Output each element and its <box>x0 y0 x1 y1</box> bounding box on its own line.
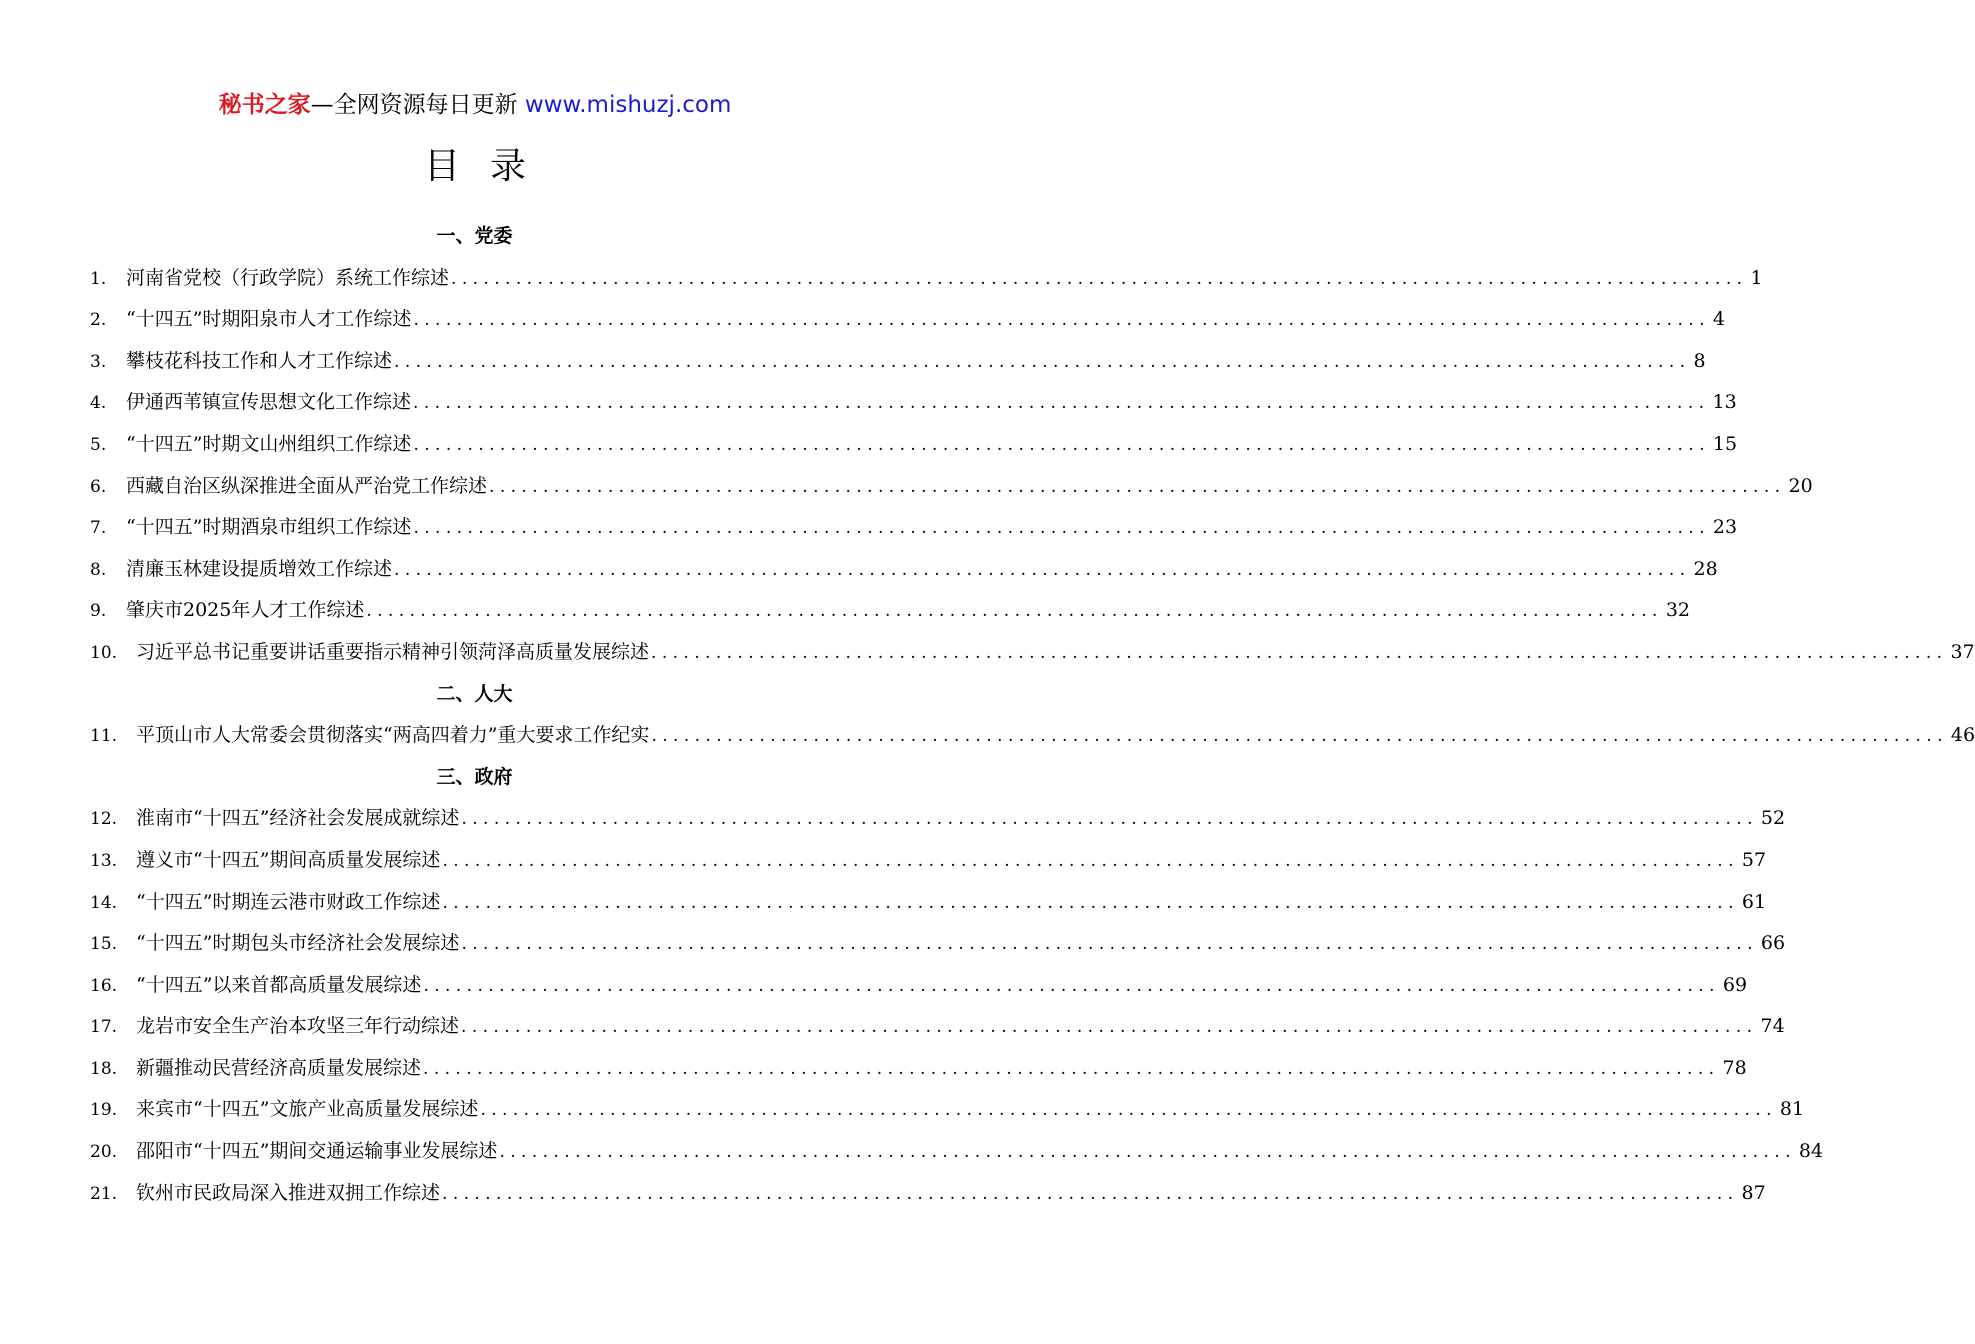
toc-entry-number: 19. <box>90 1100 118 1121</box>
dot-leader: ........................................................................................................................ <box>394 351 1691 372</box>
toc-entry-title: “十四五”时期阳泉市人才工作综述 <box>126 308 412 331</box>
toc-entry-page-number: 78 <box>1722 1056 1747 1079</box>
toc-entry-page-number: 57 <box>1741 848 1767 871</box>
toc-entry-title: 肇庆市2025年人才工作综述 <box>126 599 365 622</box>
toc-entry-title: “十四五”时期文山州组织工作综述 <box>126 432 412 455</box>
toc-entry-page-number: 74 <box>1760 1015 1785 1038</box>
toc-entry-number: 15. <box>90 934 118 955</box>
toc-entry-title: “十四五”时期包头市经济社会发展综述 <box>136 932 460 955</box>
dot-leader: ........................................................................................................................ <box>413 518 1710 539</box>
toc-entry-number: 10. <box>90 642 118 663</box>
toc-entry-number: 21. <box>90 1183 118 1204</box>
section-heading: 二、人大 <box>436 682 513 705</box>
toc-entry[interactable] <box>90 1173 1766 1215</box>
toc-entry-page-number: 37 <box>1950 640 1975 663</box>
site-banner <box>0 88 950 122</box>
toc-entry-number: 3. <box>90 351 107 372</box>
toc-entry[interactable] <box>90 715 1975 757</box>
toc-entry-page-number: 28 <box>1693 557 1718 580</box>
toc-entry-page-number: 20 <box>1788 474 1813 497</box>
dot-leader: ........................................................................................................................ <box>423 1058 1720 1079</box>
toc-entry[interactable] <box>90 1048 1747 1090</box>
toc-entry-number: 14. <box>90 892 118 913</box>
toc-entry-number: 18. <box>90 1058 118 1079</box>
toc-entry-number: 17. <box>90 1017 118 1038</box>
toc-entry-title: “十四五”以来首都高质量发展综述 <box>136 973 422 996</box>
page-title: 目录 <box>423 146 556 187</box>
toc-entry-title: 淮南市“十四五”经济社会发展成就综述 <box>136 807 460 830</box>
toc-entry-number: 7. <box>90 518 107 539</box>
toc-entry[interactable] <box>90 965 1748 1007</box>
section-heading: 三、政府 <box>436 765 513 788</box>
toc-entry-page-number: 81 <box>1779 1098 1805 1121</box>
toc-entry-number: 16. <box>90 975 118 996</box>
dot-leader: ........................................................................................................................ <box>461 809 1758 830</box>
dot-leader: ........................................................................................................................ <box>489 476 1786 497</box>
toc-entry-page-number: 52 <box>1760 807 1786 830</box>
toc-entry-page-number: 8 <box>1693 349 1706 372</box>
toc-entry-title: 龙岩市安全生产治本攻坚三年行动综述 <box>136 1015 460 1038</box>
toc-entry[interactable] <box>90 382 1737 424</box>
toc-entry[interactable] <box>90 923 1786 965</box>
toc-entry-number: 20. <box>90 1142 118 1163</box>
dot-leader: ........................................................................................................................ <box>442 1183 1739 1204</box>
dot-leader: ........................................................................................................................ <box>461 1017 1758 1038</box>
toc-entry-title: “十四五”时期酒泉市组织工作综述 <box>126 516 412 539</box>
toc-entry-page-number: 15 <box>1712 432 1738 455</box>
toc-entry-number: 9. <box>90 601 107 622</box>
dot-leader: ........................................................................................................................ <box>442 850 1739 871</box>
dot-leader: ........................................................................................................................ <box>499 1142 1796 1163</box>
toc-entry-title: 西藏自治区纵深推进全面从严治党工作综述 <box>126 474 488 497</box>
dot-leader: ........................................................................................................................ <box>442 892 1739 913</box>
toc-entry-number: 1. <box>90 268 107 289</box>
toc-entry[interactable] <box>90 549 1718 591</box>
toc-entry-page-number: 46 <box>1950 724 1975 747</box>
toc-entry-number: 8. <box>90 559 107 580</box>
toc-entry[interactable] <box>90 299 1725 341</box>
banner-brand: 秘书之家 <box>218 92 311 118</box>
banner-slogan: —全网资源每日更新 <box>310 92 525 118</box>
toc-entry-page-number: 69 <box>1722 973 1748 996</box>
banner-url-link[interactable]: www.mishuzj.com <box>524 92 732 118</box>
table-of-contents <box>90 216 1975 1214</box>
toc-entry-number: 11. <box>90 726 118 747</box>
dot-leader: ........................................................................................................................ <box>480 1100 1777 1121</box>
toc-entry-title: 河南省党校（行政学院）系统工作综述 <box>126 266 450 289</box>
dot-leader: ........................................................................................................................ <box>413 434 1710 455</box>
toc-entry-title: 新疆推动民营经济高质量发展综述 <box>136 1056 422 1079</box>
toc-entry-number: 12. <box>90 809 118 830</box>
dot-leader: ........................................................................................................................ <box>366 601 1663 622</box>
toc-entry-page-number: 4 <box>1712 308 1725 331</box>
toc-entry[interactable] <box>90 840 1767 882</box>
toc-entry-number: 13. <box>90 850 118 871</box>
toc-entry-title: 清廉玉林建设提质增效工作综述 <box>126 557 393 580</box>
dot-leader: ........................................................................................................................ <box>413 393 1710 414</box>
toc-entry-title: 平顶山市人大常委会贯彻落实“两高四着力”重大要求工作纪实 <box>136 724 650 747</box>
toc-entry[interactable] <box>90 424 1738 466</box>
toc-entry-page-number: 1 <box>1750 266 1763 289</box>
toc-entry[interactable] <box>90 590 1691 632</box>
toc-entry-title: 习近平总书记重要讲话重要指示精神引领菏泽高质量发展综述 <box>136 640 650 663</box>
toc-entry[interactable] <box>90 798 1786 840</box>
dot-leader: ........................................................................................................................ <box>651 726 1948 747</box>
dot-leader: ........................................................................................................................ <box>461 934 1758 955</box>
toc-entry-title: 伊通西苇镇宣传思想文化工作综述 <box>126 391 412 414</box>
toc-entry-title: 攀枝花科技工作和人才工作综述 <box>126 349 393 372</box>
dot-leader: ........................................................................................................................ <box>451 268 1748 289</box>
toc-entry-title: 来宾市“十四五”文旅产业高质量发展综述 <box>136 1098 479 1121</box>
toc-entry-page-number: 66 <box>1760 932 1786 955</box>
section-heading: 一、党委 <box>436 225 513 247</box>
toc-entry-number: 5. <box>90 434 107 455</box>
toc-entry-page-number: 87 <box>1741 1181 1766 1204</box>
dot-leader: ........................................................................................................................ <box>413 310 1710 331</box>
toc-entry-page-number: 13 <box>1712 391 1737 414</box>
toc-entry[interactable] <box>90 1089 1805 1131</box>
toc-entry[interactable] <box>90 507 1738 549</box>
toc-entry-title: 邵阳市“十四五”期间交通运输事业发展综述 <box>136 1140 498 1163</box>
dot-leader: ........................................................................................................................ <box>394 559 1691 580</box>
dot-leader: ........................................................................................................................ <box>651 642 1948 663</box>
toc-entry-title: 遵义市“十四五”期间高质量发展综述 <box>136 848 441 871</box>
toc-entry[interactable] <box>90 882 1767 924</box>
toc-entry-title: 钦州市民政局深入推进双拥工作综述 <box>136 1181 441 1204</box>
toc-entry-number: 2. <box>90 310 107 331</box>
toc-entry-number: 6. <box>90 476 107 497</box>
toc-entry-number: 4. <box>90 393 107 414</box>
toc-entry-page-number: 84 <box>1798 1140 1824 1163</box>
toc-entry[interactable] <box>90 632 1975 674</box>
toc-entry[interactable] <box>90 1131 1824 1173</box>
toc-entry[interactable] <box>90 466 1813 508</box>
toc-entry-page-number: 23 <box>1712 516 1738 539</box>
toc-entry[interactable] <box>90 258 1763 300</box>
toc-entry-page-number: 61 <box>1741 890 1767 913</box>
toc-entry-page-number: 32 <box>1665 599 1691 622</box>
toc-entry-title: “十四五”时期连云港市财政工作综述 <box>136 890 441 913</box>
toc-entry[interactable] <box>90 1006 1785 1048</box>
dot-leader: ........................................................................................................................ <box>423 975 1720 996</box>
toc-entry[interactable] <box>90 341 1706 383</box>
